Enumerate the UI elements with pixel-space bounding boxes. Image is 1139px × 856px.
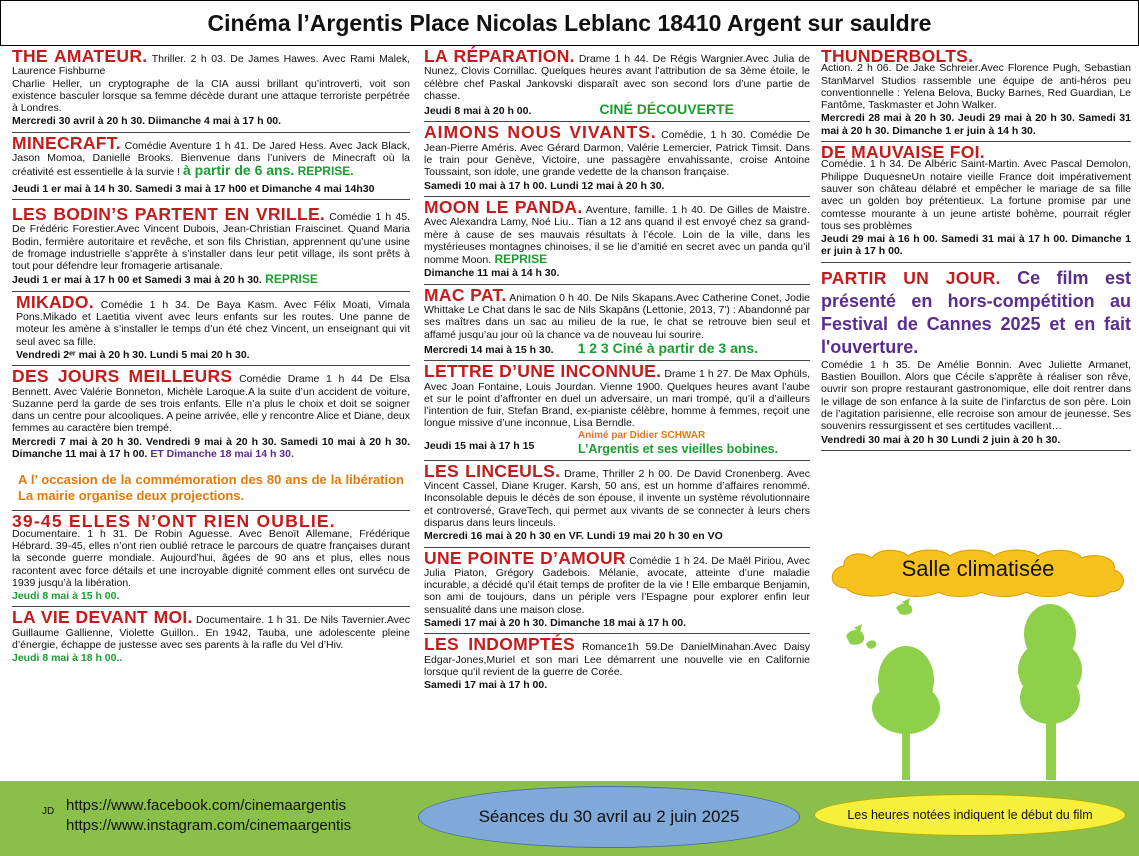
- film-les-indomptes: [424, 634, 810, 695]
- film-schedule: Mercredi 28 mai à 20 h 30. Jeudi 29 mai à 20 h 30. Samedi 31 mai à 20 h 30. Dimanche 1 er juin à 14 h 30.: [821, 112, 1131, 137]
- festival-text: Ce film est présenté en hors-compétition au Festival de Cannes 2025 et en fait l'ouverture.: [821, 267, 1132, 357]
- instagram-link[interactable]: https://www.instagram.com/cinemaargentis: [66, 817, 352, 834]
- film-title: LA RÉPARATION.: [424, 46, 575, 66]
- film-schedule: Jeudi 29 mai à 16 h 00. Samedi 31 mai à 17 h 00. Dimanche 1 er juin à 17 h 00.: [821, 233, 1131, 258]
- film-the-amateur: [12, 46, 410, 133]
- trees-illustration: [840, 598, 1136, 788]
- film-description: Comédie 1 h 45. De Frédéric Forestier.Avec Vincent Dubois, Jean-Christian Fraiscinet. Quand Maria Bodin, fermière autoritaire et revêche, et son fils Christian, apprennent qu’une usine de fromage industrielle s’apprête à s’installer dans leur petit village, ils sont prêts à tout pour défendre leur fromagerie artisanale.: [12, 210, 411, 273]
- film-schedule: Jeudi 8 mai à 15 h 00.: [12, 590, 120, 603]
- film-description: Documentaire. 1 h 31. De Robin Aguesse. Avec Benoït Allemane, Frédérique Hébrard. 39-45, elles n’ont rien oublié retrace le parcours de quatre françaises durant la seconde guerre mondiale. Aujourd’hui, âgées de 90 ans et plus, elles nous racontent avec force détails et une incroyable dignité comment elles ont survécu de 1939 jusqu’à la libération.: [12, 527, 410, 589]
- film-schedule: Samedi 17 mai à 20 h 30. Dimanche 18 mai à 17 h 00.: [424, 616, 687, 629]
- film-schedule: [12, 273, 410, 286]
- page-header: [0, 0, 1139, 46]
- film-lettre-d-une-inconnue: [424, 361, 810, 460]
- film-partir-un-jour: [821, 267, 1131, 451]
- film-thunderbolts: [821, 46, 1131, 142]
- film-title: LES INDOMPTÉS: [424, 634, 575, 655]
- film-title: DES JOURS MEILLEURS: [12, 366, 233, 387]
- bird-icon: [846, 624, 876, 649]
- film-title: DE MAUVAISE FOI.: [821, 142, 985, 163]
- bird-icon: [896, 598, 912, 615]
- film-schedule: Samedi 10 mai à 17 h 00. Lundi 12 mai à 20 h 30.: [424, 179, 665, 192]
- film-description: Comédie 1 h 35. De Amélie Bonnin. Avec Juliette Armanet, Bastien Bouillon. Alors que Cécile s’apprête à réaliser son rêve, ouvrir son propre restaurant gastronomique, elle doit rentrer dans le village de son enfance à la suite de l’infarctus de son père. Loin de l’agitation parisienne, elle recroise son amour de jeunesse. Ses souvenirs ressurgissent et ses certitudes vacillent…: [821, 358, 1131, 433]
- film-description: Comédie 1 h 24. De Maël Piriou, Avec Julia Piaton, Grégory Gadebois. Mélanie, avocate, atteinte d’une maladie incurable, a décidé qu’il était temps de profiter de la vie ! Elle embarque Benjamin, son ami de toujours, dans un périple vers l’Espagne pour explorer enfin leur sensualité dans une maison close.: [424, 554, 810, 616]
- film-description: Drame 1 h 27. De Max Ophüls, Avec Joan Fontaine, Louis Jourdan. Vienne 1900. Quelques heures avant l’aube et sur le point d’affronter en duel un adversaire, un mari trompé, qu’il a d’ailleurs l’intention de fuir, Stefan Brand, ex-pianiste célèbre, homme à femmes, reçoit une longue missive d’une inconnue, Lisa Berndle.: [424, 368, 810, 430]
- facebook-link[interactable]: https://www.facebook.com/cinemaargentis: [66, 797, 347, 814]
- film-title: LES LINCEULS.: [424, 460, 561, 481]
- film-39-45: [12, 511, 410, 607]
- film-description: Comédie. 1 h 34. De Albéric Saint-Martin. Avec Pascal Demolon, Philippe DuquesneUn notaire vieille France doit impérativement sauver son château délabré et empêcher le mariage de sa fille avec un golden boy prétentieux. La fortune promise par une comtesse mourante à un jeune artiste bohème, pourrait régler tous ses problèmes: [821, 158, 1131, 232]
- film-title: AIMONS NOUS VIVANTS.: [424, 122, 657, 143]
- film-les-bodins: [12, 203, 411, 292]
- film-description: Aventure, famille. 1 h 40. De Gilles de Maistre. Avec Alexandra Lamy, Noé Liu.. Tian a 12 ans quand il est envoyé chez sa grand-mère à cause de ses mauvais résultats à l’école. Loin de la ville, dans les mystérieuses montagnes chinoises, il se lie d’amitié en secret avec un panda qu’il nomme Moon.: [424, 203, 810, 267]
- film-schedule: Mercredi 30 avril à 20 h 30. Diimanche 4 mai à 17 h 00.: [12, 115, 282, 128]
- film-title: PARTIR UN JOUR.: [821, 267, 1001, 288]
- film-description: Comédie Aventure 1 h 41. De Jared Hess. Avec Jack Black, Jason Momoa, Danielle Brooks. Bienvenue dans l’univers de Minecraft où la créativité est essentielle à la survie !: [12, 139, 410, 179]
- film-description: Drame 1 h 44. De Régis Wargnier.Avec Julia de Nunez, Clovis Cornillac. Quelques heures avant l’attribution de sa 3ème étoile, le célèbre chef Paskal Jankovski disparaît avec son second lors d’une partie de chasse.: [424, 53, 810, 102]
- film-title: MOON LE PANDA.: [424, 196, 583, 217]
- age-badge: à partir de 6 ans.: [183, 162, 295, 179]
- film-title: MINECRAFT.: [12, 132, 121, 153]
- film-title: MAC PAT.: [424, 284, 507, 305]
- film-mikado: [12, 291, 410, 366]
- vieilles-bobines-badge: L’Argentis et ses vieilles bobines.: [578, 441, 779, 456]
- film-schedule: Vendredi 2ᵉʳ mai à 20 h 30. Lundi 5 mai 20 h 30.: [16, 348, 250, 361]
- film-title: LETTRE D’UNE INCONNUE.: [424, 361, 662, 382]
- social-links: [66, 796, 351, 836]
- film-schedule-text: Mercredi 7 mai à 20 h 30. Vendredi 9 mai à 20 h 30. Samedi 10 mai à 20 h 30. Dimanche 11 mai à 17 h 00.: [12, 435, 410, 461]
- film-title: LA VIE DEVANT MOI.: [12, 607, 193, 628]
- film-schedule: [424, 103, 810, 117]
- film-description: Thriller. 2 h 03. De James Hawes. Avec Rami Malek, Laurence Fishburne: [12, 53, 410, 78]
- film-synopsis: Charlie Heller, un cryptographe de la CIA aussi brillant qu’introverti, voit son existence basculer lorsque sa femme décède durant une attaque terroriste perpétrée à Londres.: [12, 77, 410, 115]
- film-title: THUNDERBOLTS.: [821, 46, 974, 66]
- heures-label: Les heures notées indiquent le début du film: [847, 808, 1093, 822]
- film-title: 39-45 ELLES N’ONT RIEN OUBLIE.: [12, 511, 336, 532]
- film-schedule: [12, 436, 410, 461]
- reprise-badge: REPRISE: [261, 272, 318, 287]
- film-les-linceuls: [424, 460, 810, 548]
- film-footer: [424, 430, 810, 456]
- film-la-reparation: [424, 46, 810, 122]
- author-initials: JD: [42, 806, 55, 817]
- film-description: Comédie 1 h 34. De Baya Kasm. Avec Félix Moati, Vimala Pons.Mikado et Laetitia vivent avec leurs enfants sur les routes. Une panne de moteur les amène à s’installer le temps d’un été chez Vincent, un enseignant qui vit seul avec sa fille.: [16, 298, 410, 348]
- salle-climatisee-label: Salle climatisée: [901, 556, 1055, 581]
- film-schedule-text: Mercredi 14 mai à 15 h 30.: [424, 343, 554, 356]
- extra-screening: ET Dimanche 18 mai 14 h 30.: [147, 448, 294, 461]
- film-moon-le-panda: [424, 196, 810, 285]
- film-de-mauvaise-foi: [821, 142, 1131, 263]
- cine-decouverte-badge: CINÉ DÉCOUVERTE: [599, 101, 734, 118]
- film-title: LES BODIN’S PARTENT EN VRILLE.: [12, 203, 326, 224]
- film-des-jours-meilleurs: [12, 366, 410, 464]
- film-title: MIKADO.: [16, 291, 94, 312]
- film-schedule: Jeudi 8 mai à 18 h 00..: [12, 652, 123, 665]
- reprise-badge: REPRISE: [491, 252, 548, 267]
- film-schedule-text: Jeudi 1 er mai à 17 h 00 et Samedi 3 mai à 20 h 30.: [12, 274, 262, 287]
- film-schedule: Jeudi 15 mai à 17 h 15: [424, 439, 535, 452]
- film-description: Drame, Thriller 2 h 00. De David Cronenberg. Avec Vincent Cassel, Diane Kruger. Karsh, 50 ans, est un homme d’affaires renommé. Inconsolable depuis le décès de son épouse, il invente un système révolutionnaire et controversé, GraveTech, qui permet aux vivants de se connecter à leurs chers disparus dans leurs linceuls.: [424, 467, 810, 529]
- film-une-pointe-d-amour: [424, 547, 810, 635]
- festival-note: [821, 267, 1131, 359]
- film-schedule: [424, 339, 810, 356]
- seances-ellipse: [418, 786, 800, 848]
- film-title: THE AMATEUR.: [12, 46, 148, 66]
- cine-123-badge: 1 2 3 Ciné à partir de 3 ans.: [577, 339, 759, 356]
- film-mac-pat: [424, 284, 810, 361]
- film-description: Animation 0 h 40. De Nils Skapans.Avec Catherine Conet, Jodie Whittake Le Chat dans le sac de Nils Skapāns (Lettonie, 2013, 7') : Abandonné par ses maîtres dans un sac au milieu de la rue, le chat se retrouve bien seul et affamé jusqu’au jour où la chance va de nouveau lui sourire.: [424, 291, 810, 341]
- film-description: Comédie Drame 1 h 44 De Elsa Bennett. Avec Valérie Bonneton, Michèle Laroque.A la suite d’un accident de voiture, Suzanne perd la garde de ses trois enfants. Elle n’a plus le choix et doit se soigner dans un centre pour alcooliques. A peine arrivée, elle y rencontre Alice et Diane, deux femmes au caractère bien trempé.: [12, 373, 410, 435]
- film-schedule-text: Jeudi 8 mai à 20 h 00.: [424, 105, 532, 118]
- animator-note: Animé par Didier SCHWAR: [578, 429, 706, 441]
- seances-label: Séances du 30 avril au 2 juin 2025: [478, 807, 740, 826]
- column-left: [12, 46, 411, 673]
- film-schedule: Jeudi 1 er mai à 14 h 30. Samedi 3 mai à 17 h00 et Dimanche 4 mai 14h30: [12, 182, 375, 195]
- liberation-note: A l’ occasion de la commémoration des 80 ans de la libération La mairie organise deux projections.: [12, 468, 410, 511]
- column-right: [821, 46, 1132, 455]
- film-description: Documentaire. 1 h 31. De Nils Tavernier.Avec Guillaume Gallienne, Violette Guillon.. En 1942, Tauba, une adolescente pleine d’énergie, échappe de justesse avec ses parents à la rafle du Vel d’Hiv.: [12, 614, 410, 651]
- film-title: UNE POINTE D’AMOUR: [424, 547, 626, 568]
- heures-ellipse: [814, 794, 1126, 836]
- column-middle: [424, 46, 810, 699]
- reprise-badge: REPRISE.: [294, 164, 354, 179]
- film-la-vie-devant-moi: [12, 607, 410, 668]
- film-description: Romance1h 59.De DanielMinahan.Avec Daisy Edgar-Jones,Muriel et son mari Lee démarrent une nouvelle vie en Californie lorsque qu’il revient de la guerre de Corée.: [424, 641, 810, 678]
- film-description: Action. 2 h 06. De Jake Schreier.Avec Florence Pugh, Sebastian StanMarvel Studios rassemble une équipe de anti-héros peu conventionnelle : Yelena Belova, Bucky Barnes, Red Guardian, Le Fantôme, Taskmaster et John Walker.: [821, 62, 1131, 112]
- film-aimons-nous-vivants: [424, 122, 810, 196]
- page-title: Cinéma l’Argentis Place Nicolas Leblanc 18410 Argent sur sauldre: [207, 9, 932, 36]
- film-schedule: Vendredi 30 mai à 20 h 30 Lundi 2 juin à 20 h 30.: [821, 433, 1061, 446]
- film-minecraft: [12, 132, 410, 200]
- film-schedule: Mercredi 16 mai à 20 h 30 en VF. Lundi 19 mai 20 h 30 en VO: [424, 530, 723, 543]
- film-schedule: Samedi 17 mai à 17 h 00.: [424, 679, 548, 692]
- film-schedule: Dimanche 11 mai à 14 h 30.: [424, 267, 560, 280]
- film-description: Comédie, 1 h 30. Comédie De Jean-Pierre Améris. Avec Gérard Darmon, Valérie Lemercier, Patrick Timsit. Dans le train pour Genève, Victoire, une passagère envahissante, croise Antoine Toussaint, son idole, une grande vedette de la chanson française.: [424, 129, 810, 179]
